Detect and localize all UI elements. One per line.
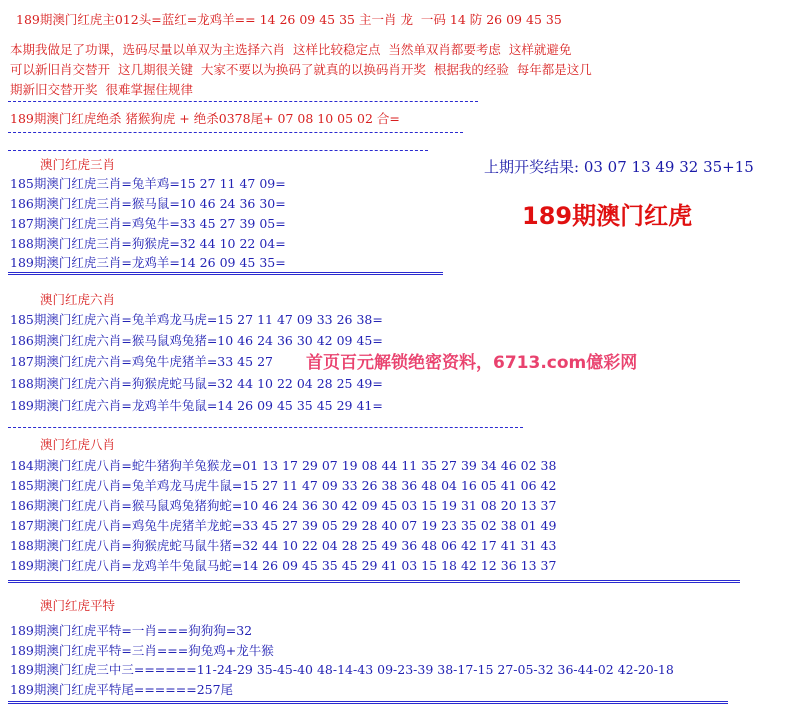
section-title-san: 澳门红虎三肖 [40,157,116,172]
list-item: 189期澳门红虎平特尾======257尾 [10,682,234,697]
separator [8,701,728,704]
last-result: 上期开奖结果: 03 07 13 49 32 35+15 [484,158,754,176]
banner-title: 189期澳门红虎 [522,202,693,230]
section-title-ba: 澳门红虎八肖 [40,437,116,452]
header-line: 189期澳门红虎主012头=蓝红=龙鸡羊== 14 26 09 45 35 主一肖 龙 一码 14 防 26 09 45 35 [16,12,562,27]
list-item: 186期澳门红虎八肖=猴马鼠鸡兔猪狗蛇=10 46 24 36 30 42 09 45 03 15 19 31 08 20 13 37 [10,498,557,513]
intro-line-1: 本期我做足了功课，选码尽量以单双为主选择六肖 这样比较稳定点 当然单双肖都要考虑 这样就避免 [10,42,572,57]
intro-line-2: 可以新旧肖交替开 这几期很关键 大家不要以为换码了就真的以换码肖开奖 根据我的经验 每年都是这几 [10,62,592,77]
intro-line-3: 期新旧交替开奖 很难掌握住规律 [10,82,193,97]
list-item: 187期澳门红虎三肖=鸡兔牛=33 45 27 39 05= [10,216,286,231]
kill-line: 189期澳门红虎绝杀 猪猴狗虎 + 绝杀0378尾+ 07 08 10 05 02 合= [10,111,400,126]
list-item: 187期澳门红虎六肖=鸡兔牛虎猪羊=33 45 27 [10,354,273,369]
list-item: 185期澳门红虎八肖=兔羊鸡龙马虎牛鼠=15 27 11 47 09 33 26 38 36 48 04 16 05 41 06 42 [10,478,557,493]
section-title-ping: 澳门红虎平特 [40,598,116,613]
list-item: 184期澳门红虎八肖=蛇牛猪狗羊兔猴龙=01 13 17 29 07 19 08 44 11 35 27 39 34 46 02 38 [10,458,557,473]
list-item: 189期澳门红虎三肖=龙鸡羊=14 26 09 45 35= [10,255,286,270]
list-item: 188期澳门红虎三肖=狗猴虎=32 44 10 22 04= [10,236,286,251]
list-item: 189期澳门红虎八肖=龙鸡羊牛兔鼠马蛇=14 26 09 45 35 45 29 41 03 15 18 42 12 36 13 37 [10,558,557,573]
separator [8,580,740,583]
list-item: 186期澳门红虎六肖=猴马鼠鸡兔猪=10 46 24 36 30 42 09 45= [10,333,383,348]
separator [8,272,443,275]
list-item: 185期澳门红虎三肖=兔羊鸡=15 27 11 47 09= [10,176,286,191]
list-item: 189期澳门红虎六肖=龙鸡羊牛兔鼠=14 26 09 45 35 45 29 41= [10,398,383,413]
separator [8,150,428,151]
section-title-liu: 澳门红虎六肖 [40,292,116,307]
list-item: 187期澳门红虎八肖=鸡兔牛虎猪羊龙蛇=33 45 27 39 05 29 28 40 07 19 23 35 02 38 01 49 [10,518,557,533]
list-item: 185期澳门红虎六肖=兔羊鸡龙马虎=15 27 11 47 09 33 26 38= [10,312,383,327]
list-item: 188期澳门红虎六肖=狗猴虎蛇马鼠=32 44 10 22 04 28 25 49= [10,376,383,391]
list-item: 189期澳门红虎三中三======11-24-29 35-45-40 48-14-43 09-23-39 38-17-15 27-05-32 36-44-02 42-20-18 [10,662,674,677]
list-item: 189期澳门红虎平特=一肖===狗狗狗=32 [10,623,253,638]
separator [8,132,463,133]
list-item: 189期澳门红虎平特=三肖===狗兔鸡+龙牛猴 [10,643,274,658]
separator [8,101,478,102]
watermark-text: 首页百元解锁绝密资料，6713.com億彩网 [306,353,638,373]
list-item: 186期澳门红虎三肖=猴马鼠=10 46 24 36 30= [10,196,286,211]
list-item: 188期澳门红虎八肖=狗猴虎蛇马鼠牛猪=32 44 10 22 04 28 25 49 36 48 06 42 17 41 31 43 [10,538,557,553]
separator [8,427,523,428]
